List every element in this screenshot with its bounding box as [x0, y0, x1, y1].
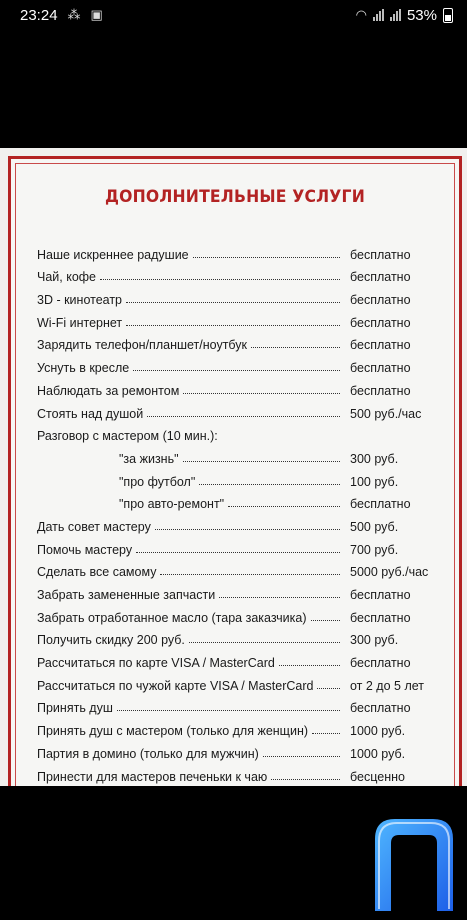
- notification-icon: ⁂: [67, 7, 81, 22]
- price-list-frame: [8, 156, 462, 786]
- list-item: [37, 239, 432, 262]
- service-name: Уснуть в кресле: [37, 361, 130, 376]
- dot-leader: [263, 756, 340, 757]
- dot-leader: [126, 325, 340, 326]
- service-price: 100 руб.: [350, 474, 399, 489]
- service-name: Наблюдать за ремонтом: [37, 383, 180, 398]
- dot-leader: [126, 302, 340, 303]
- list-item: [37, 761, 432, 784]
- service-price: бесплатно: [350, 315, 411, 330]
- list-item: [37, 262, 432, 285]
- service-name: Принять душ: [37, 701, 113, 716]
- list-item: [37, 715, 432, 738]
- service-name: "про футбол": [119, 474, 196, 489]
- service-name: "про авто-ремонт": [119, 497, 225, 512]
- dot-leader: [183, 461, 340, 462]
- service-name: Помочь мастеру: [37, 542, 133, 557]
- service-price: бесплатно: [350, 293, 411, 308]
- service-name: Забрать замененные запчасти: [37, 588, 216, 602]
- service-price: 500 руб.: [350, 519, 399, 534]
- list-item: [37, 466, 432, 489]
- service-price: 1000 руб.: [350, 746, 406, 761]
- dot-leader: [251, 347, 340, 348]
- service-price: бесплатно: [350, 247, 411, 262]
- list-item: [37, 511, 432, 534]
- service-price: бесплатно: [350, 588, 411, 602]
- service-name: Принести для мастеров печеньки к чаю: [37, 769, 268, 784]
- list-item: [37, 670, 432, 693]
- status-right: [356, 7, 453, 24]
- dot-leader: [311, 620, 340, 621]
- service-name: Зарядить телефон/планшет/ноутбук: [37, 338, 248, 353]
- dot-leader: [100, 279, 340, 280]
- dot-leader: [312, 733, 340, 734]
- price-list: [37, 239, 432, 784]
- price-list-title: ДОПОЛНИТЕЛЬНЫЕ УСЛУГИ: [105, 187, 365, 207]
- service-name: Wi-Fi интернет: [37, 315, 123, 330]
- list-item: [37, 443, 432, 466]
- image-icon: ▣: [90, 7, 103, 22]
- list-item: [37, 352, 432, 375]
- service-name: Принять душ с мастером (только для женщин): [37, 724, 309, 739]
- signal-icon: [373, 9, 384, 21]
- dot-leader: [228, 506, 340, 507]
- list-item: [37, 489, 432, 512]
- status-bar: [0, 0, 467, 30]
- dot-leader: [219, 597, 340, 598]
- dot-leader: [117, 710, 340, 711]
- service-name: Забрать отработанное масло (тара заказчика): [37, 610, 307, 625]
- list-item: [37, 738, 432, 761]
- list-item: [37, 284, 432, 307]
- battery-icon: [443, 8, 453, 23]
- list-item: [37, 398, 432, 421]
- service-price: 5000 руб./час: [350, 565, 429, 580]
- dot-leader: [193, 257, 340, 258]
- service-price: 300 руб.: [350, 451, 399, 466]
- service-name: Разговор с мастером (10 мин.):: [37, 429, 218, 444]
- service-name: Партия в домино (только для мужчин): [37, 746, 259, 761]
- dot-leader: [279, 665, 340, 666]
- service-price: от 2 до 5 лет: [350, 678, 424, 693]
- list-item: [37, 625, 432, 648]
- service-price: бесплатно: [350, 383, 411, 398]
- dot-leader: [155, 529, 340, 530]
- service-name: Получить скидку 200 руб.: [37, 633, 185, 648]
- service-price: 300 руб.: [350, 633, 399, 648]
- service-name: Рассчитаться по чужой карте VISA / MasterCard: [37, 678, 314, 693]
- list-item: [37, 534, 432, 557]
- dot-leader: [136, 552, 340, 553]
- service-name: Стоять над душой: [37, 406, 144, 421]
- service-price: бесплатно: [350, 610, 411, 625]
- list-item: [37, 693, 432, 716]
- wifi-icon: ◠: [355, 7, 367, 22]
- battery-percent: 53%: [406, 6, 437, 24]
- service-name: Чай, кофе: [37, 270, 97, 285]
- dot-leader: [189, 642, 340, 643]
- list-item: [37, 579, 432, 602]
- service-price: бесплатно: [350, 497, 411, 512]
- service-price: бесплатно: [350, 656, 411, 671]
- service-name: Дать совет мастеру: [37, 519, 151, 534]
- service-name: "за жизнь": [119, 451, 179, 466]
- service-price: бесплатно: [350, 361, 411, 376]
- list-item: [37, 330, 432, 353]
- app-logo-icon[interactable]: [369, 813, 459, 913]
- dot-leader: [160, 574, 340, 575]
- service-price: 1000 руб.: [350, 724, 406, 739]
- dot-leader: [147, 416, 340, 417]
- service-price: бесплатно: [350, 270, 411, 285]
- service-price: бесплатно: [350, 338, 411, 353]
- service-price: бесценно: [350, 769, 405, 784]
- list-item: [37, 421, 432, 444]
- status-left: [20, 7, 103, 24]
- dot-leader: [271, 779, 340, 780]
- price-list-photo: [0, 148, 467, 786]
- signal-icon-2: [390, 9, 401, 21]
- service-name: Рассчитаться по карте VISA / MasterCard: [37, 656, 275, 671]
- dot-leader: [133, 370, 340, 371]
- list-item: [37, 647, 432, 670]
- service-price: 500 руб./час: [350, 406, 422, 421]
- list-item: [37, 307, 432, 330]
- list-item: [37, 375, 432, 398]
- dot-leader: [317, 688, 340, 689]
- dot-leader: [199, 484, 340, 485]
- service-price: бесплатно: [350, 701, 411, 716]
- service-name: 3D - кинотеатр: [37, 293, 123, 308]
- service-name: Наше искреннее радушие: [37, 247, 189, 262]
- service-price: 700 руб.: [350, 542, 399, 557]
- list-item: [37, 602, 432, 625]
- dot-leader: [183, 393, 340, 394]
- list-item: [37, 557, 432, 580]
- status-time: 23:24: [20, 6, 58, 24]
- service-name: Сделать все самому: [37, 565, 157, 580]
